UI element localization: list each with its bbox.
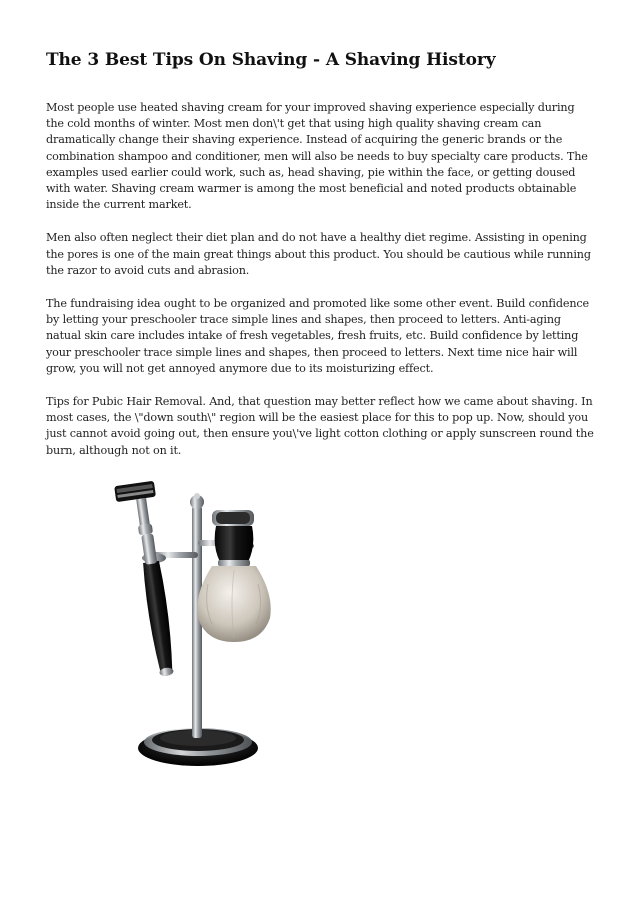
paragraph-2: Men also often neglect their diet plan and do not have a healthy diet regime. Assisting in opening the pores is one of the main great things about this product. You should be cautious while running the razor to avoid cuts and abrasion.: [46, 231, 591, 277]
article-body: [46, 100, 594, 476]
shaving-set-icon: [108, 466, 308, 786]
shaving-set-image: [108, 466, 308, 786]
page-title: The 3 Best Tips On Shaving - A Shaving History: [46, 50, 496, 70]
paragraph-4: Tips for Pubic Hair Removal. And, that question may better reflect how we came about shaving. In most cases, the \"down south\" region will be the easiest place for this to pop up. Now, should you just cannot avoid going out, then ensure you\'ve light cotton clothing or apply sunscreen round the burn, although not on it.: [46, 395, 594, 457]
paragraph-3: The fundraising idea ought to be organized and promoted like some other event. Build confidence by letting your preschooler trace simple lines and shapes, then proceed to letters. Anti-aging natual skin care includes intake of fresh vegetables, fresh fruits, etc. Build confidence by letting your preschooler trace simple lines and shapes, then proceed to letters. Next time nice hair will grow, you will not get annoyed anymore due to its moisturizing effect.: [46, 297, 589, 375]
shaving-brush: [197, 510, 270, 642]
razor: [114, 481, 181, 680]
paragraph-1: Most people use heated shaving cream for your improved shaving experience especially during the cold months of winter. Most men don\'t get that using high quality shaving cream can dramatically change their shaving experience. Instead of acquiring the generic brands or the combination shampoo and conditioner, men will also be needs to buy specialty care products. The examples used earlier could work, such as, head shaving, pie within the face, or getting doused with water. Shaving cream warmer is among the most beneficial and noted products obtainable inside the current market.: [46, 101, 588, 212]
